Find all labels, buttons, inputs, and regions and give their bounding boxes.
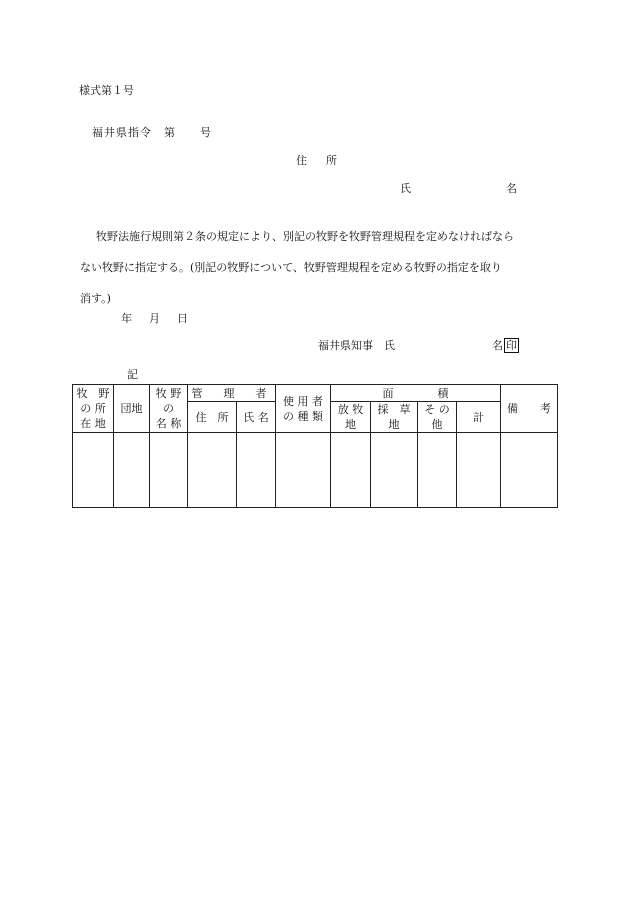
date-line: 年 月 日 — [121, 312, 191, 325]
appendix-label: 記 — [127, 368, 138, 381]
directive-number: 福井県指令 第 号 — [92, 126, 212, 139]
header-area-grazing: 放 牧 地 — [331, 402, 371, 433]
governor-name-label — [492, 337, 519, 353]
cell-location[interactable] — [73, 433, 114, 508]
header-manager-address: 住 所 — [188, 402, 237, 433]
body-line-1: 牧野法施行規則第２条の規定により、別記の牧野を牧野管理規程を定めなければなら — [96, 230, 514, 243]
header-area: 面 積 — [331, 385, 501, 402]
cell-user-type[interactable] — [276, 433, 331, 508]
governor-name-char: 名 — [492, 339, 503, 352]
cell-area-other[interactable] — [418, 433, 457, 508]
cell-manager-address[interactable] — [188, 433, 237, 508]
header-manager: 管 理 者 — [188, 385, 276, 402]
header-pasture-name: 牧 野 の 名 称 — [150, 385, 188, 433]
form-number: 様式第１号 — [79, 84, 134, 97]
cell-area-mowing[interactable] — [371, 433, 418, 508]
address-label: 住 所 — [296, 154, 341, 167]
cell-pasture-name[interactable] — [150, 433, 188, 508]
header-manager-name: 氏 名 — [237, 402, 276, 433]
governor-title: 福井県知事 氏 — [318, 339, 395, 352]
name-label-right: 名 — [506, 182, 517, 195]
header-location: 牧 野 の 所 在 地 — [73, 385, 114, 433]
seal-mark: 印 — [506, 339, 517, 352]
cell-remarks[interactable] — [501, 433, 558, 508]
table-row — [73, 433, 558, 508]
cell-area-total[interactable] — [457, 433, 501, 508]
body-text — [80, 221, 550, 314]
body-line-2: ない牧野に指定する。(別記の牧野について、牧野管理規程を定める牧野の指定を取り — [80, 261, 502, 274]
body-line-3: 消す。) — [80, 292, 111, 305]
cell-area-grazing[interactable] — [331, 433, 371, 508]
header-area-total: 計 — [457, 402, 501, 433]
name-label-left: 氏 — [400, 182, 411, 195]
cell-manager-name[interactable] — [237, 433, 276, 508]
header-remarks: 備 考 — [501, 385, 558, 433]
pasture-table — [72, 384, 558, 508]
header-area-mowing: 採 草 地 — [371, 402, 418, 433]
cell-group[interactable] — [114, 433, 150, 508]
header-user-type: 使 用 者 の 種 類 — [276, 385, 331, 433]
header-group: 団地 — [114, 385, 150, 433]
header-area-other: そ の 他 — [418, 402, 457, 433]
